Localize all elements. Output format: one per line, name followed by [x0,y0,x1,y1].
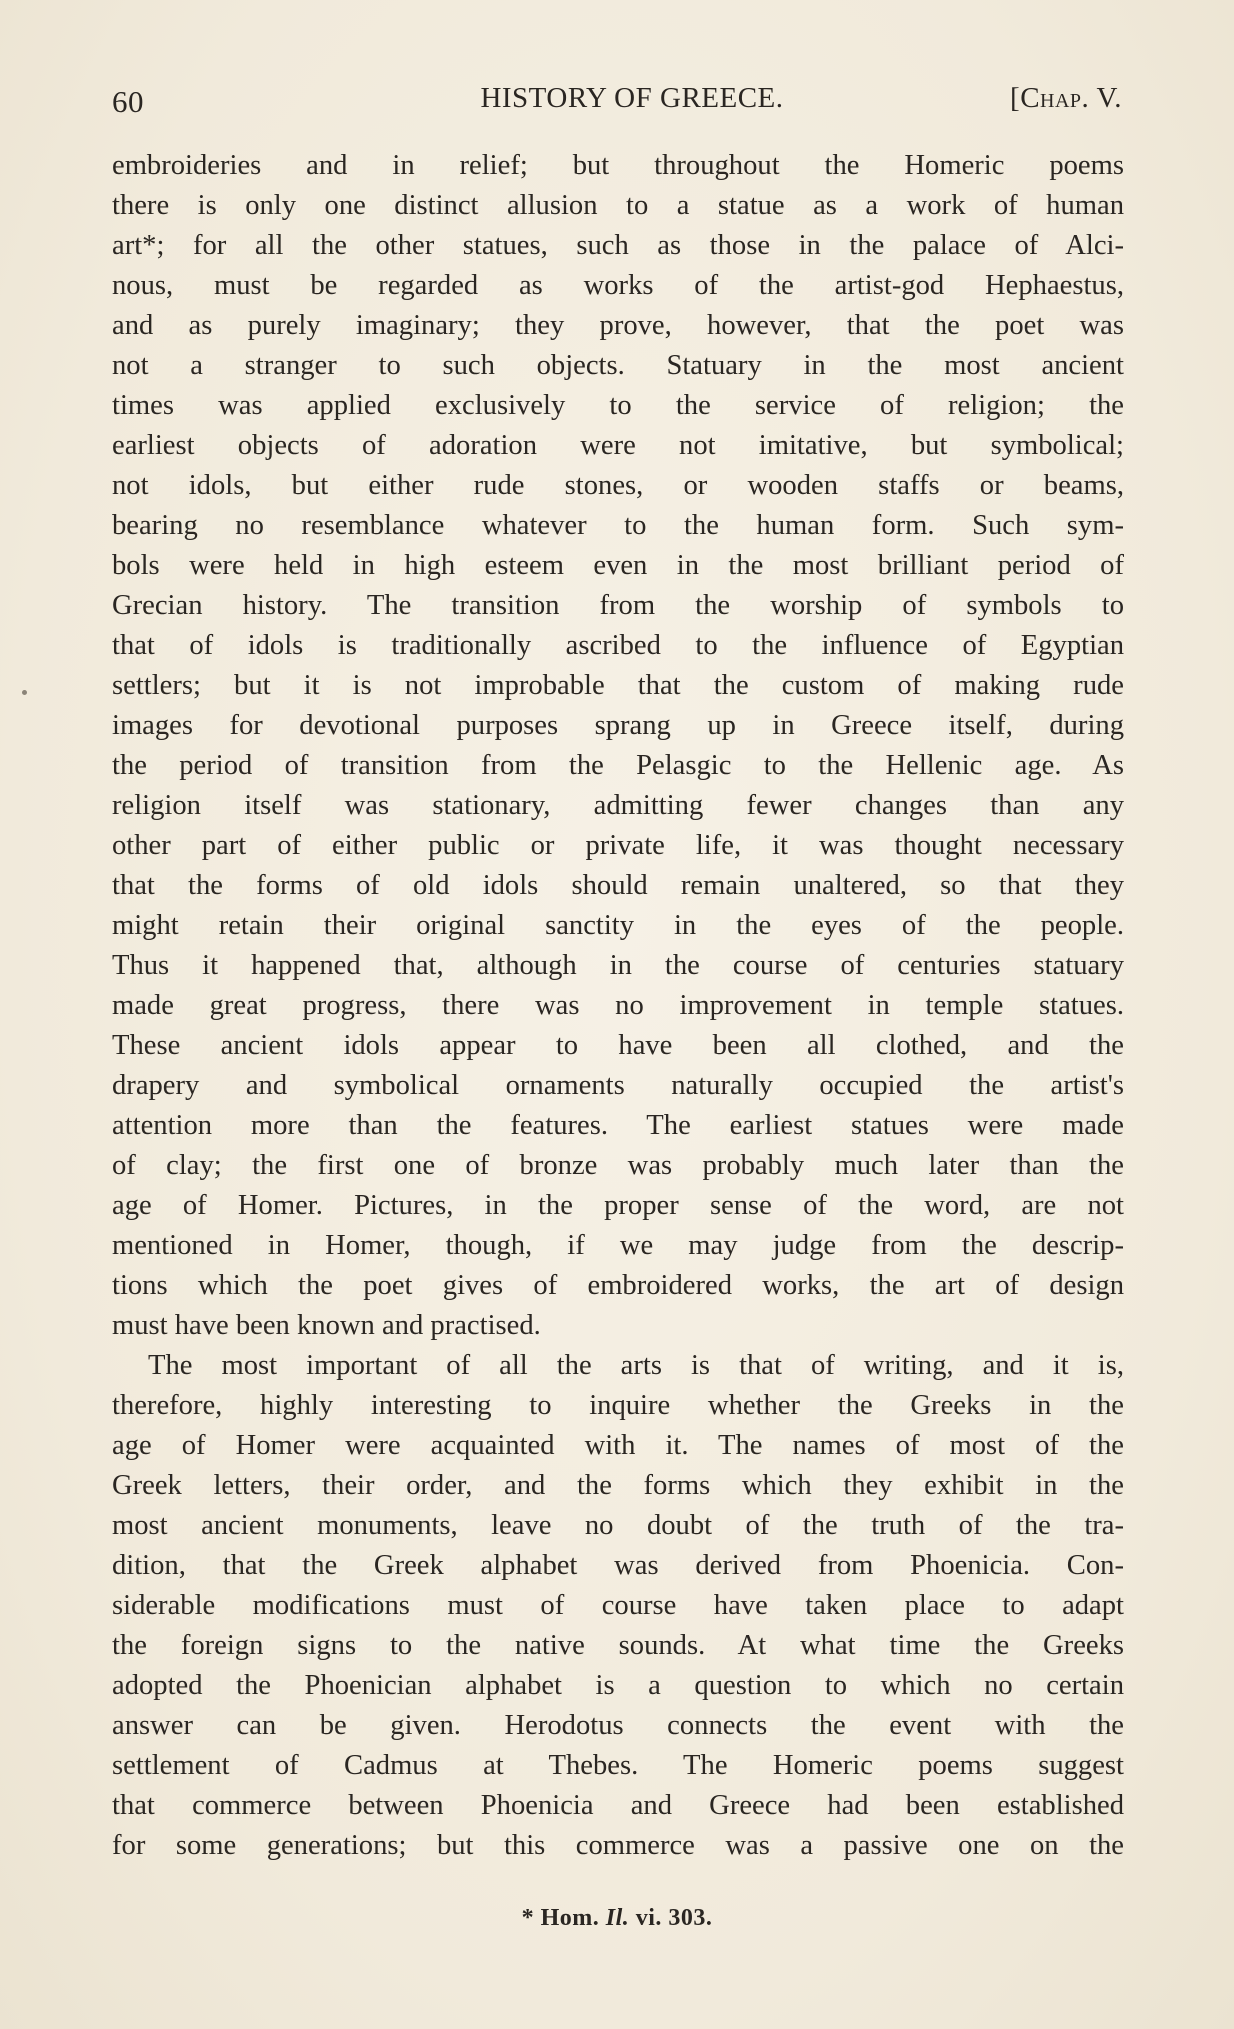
body-text [112,146,1124,1866]
text-line: not a stranger to such objects. Statuary in the most ancient [112,350,1124,381]
text-line: images for devotional purposes sprang up in Greece itself, during [112,710,1124,741]
text-line: mentioned in Homer, though, if we may judge from the descrip- [112,1230,1124,1261]
text-line-paragraph-end: must have been known and practised. [112,1310,541,1341]
margin-speck [22,690,27,695]
text-line: settlement of Cadmus at Thebes. The Homeric poems suggest [112,1750,1124,1781]
text-line: dition, that the Greek alphabet was derived from Phoenicia. Con- [112,1550,1124,1581]
text-line: most ancient monuments, leave no doubt of the truth of the tra- [112,1510,1124,1541]
text-line: nous, must be regarded as works of the artist-god Hephaestus, [112,270,1124,301]
text-line-paragraph-start: The most important of all the arts is that of writing, and it is, [148,1350,1124,1381]
text-line: the period of transition from the Pelasgic to the Hellenic age. As [112,750,1124,781]
text-line: made great progress, there was no improvement in temple statues. [112,990,1124,1021]
footnote-reference: vi. 303. [635,1905,713,1931]
text-line: drapery and symbolical ornaments naturally occupied the artist's [112,1070,1124,1101]
text-line: art*; for all the other statues, such as those in the palace of Alci- [112,230,1124,261]
text-line: age of Homer were acquainted with it. The names of most of the [112,1430,1124,1461]
text-line: Grecian history. The transition from the worship of symbols to [112,590,1124,621]
text-line: adopted the Phoenician alphabet is a question to which no certain [112,1670,1124,1701]
text-line: tions which the poet gives of embroidered works, the art of design [112,1270,1124,1301]
text-line: These ancient idols appear to have been all clothed, and the [112,1030,1124,1061]
text-line: there is only one distinct allusion to a statue as a work of human [112,190,1124,221]
text-line: settlers; but it is not improbable that the custom of making rude [112,670,1124,701]
footnote-marker: * [521,1905,535,1931]
text-line: that the forms of old idols should remain unaltered, so that they [112,870,1124,901]
text-line: and as purely imaginary; they prove, however, that the poet was [112,310,1124,341]
footnote [0,1905,1234,1932]
text-line: that of idols is traditionally ascribed to the influence of Egyptian [112,630,1124,661]
text-line: therefore, highly interesting to inquire whether the Greeks in the [112,1390,1124,1421]
text-line: attention more than the features. The earliest statues were made [112,1110,1124,1141]
text-line: might retain their original sanctity in the eyes of the people. [112,910,1124,941]
footnote-source: Hom. [540,1905,600,1931]
text-line: for some generations; but this commerce was a passive one on the [112,1830,1124,1861]
footnote-work-title: Il. [605,1905,630,1931]
text-line: embroideries and in relief; but throughout the Homeric poems [112,150,1124,181]
text-line: age of Homer. Pictures, in the proper sense of the word, are not [112,1190,1124,1221]
text-line: of clay; the first one of bronze was probably much later than the [112,1150,1124,1181]
book-title: HISTORY OF GREECE. [480,82,784,114]
text-line: the foreign signs to the native sounds. At what time the Greeks [112,1630,1124,1661]
text-line: earliest objects of adoration were not imitative, but symbolical; [112,430,1124,461]
text-line: other part of either public or private life, it was thought necessary [112,830,1124,861]
text-line: that commerce between Phoenicia and Greece had been established [112,1790,1124,1821]
text-line: Greek letters, their order, and the forms which they exhibit in the [112,1470,1124,1501]
text-line: answer can be given. Herodotus connects the event with the [112,1710,1124,1741]
text-line: religion itself was stationary, admitting fewer changes than any [112,790,1124,821]
page-number: 60 [112,84,144,119]
text-line: siderable modifications must of course have taken place to adapt [112,1590,1124,1621]
text-line: times was applied exclusively to the service of religion; the [112,390,1124,421]
text-line: bearing no resemblance whatever to the human form. Such sym- [112,510,1124,541]
text-line: Thus it happened that, although in the course of centuries statuary [112,950,1124,981]
text-line: not idols, but either rude stones, or wooden staffs or beams, [112,470,1124,501]
running-head [112,80,1122,120]
text-line: bols were held in high esteem even in the most brilliant period of [112,550,1124,581]
chapter-label: [Chap. V. [1010,82,1122,114]
